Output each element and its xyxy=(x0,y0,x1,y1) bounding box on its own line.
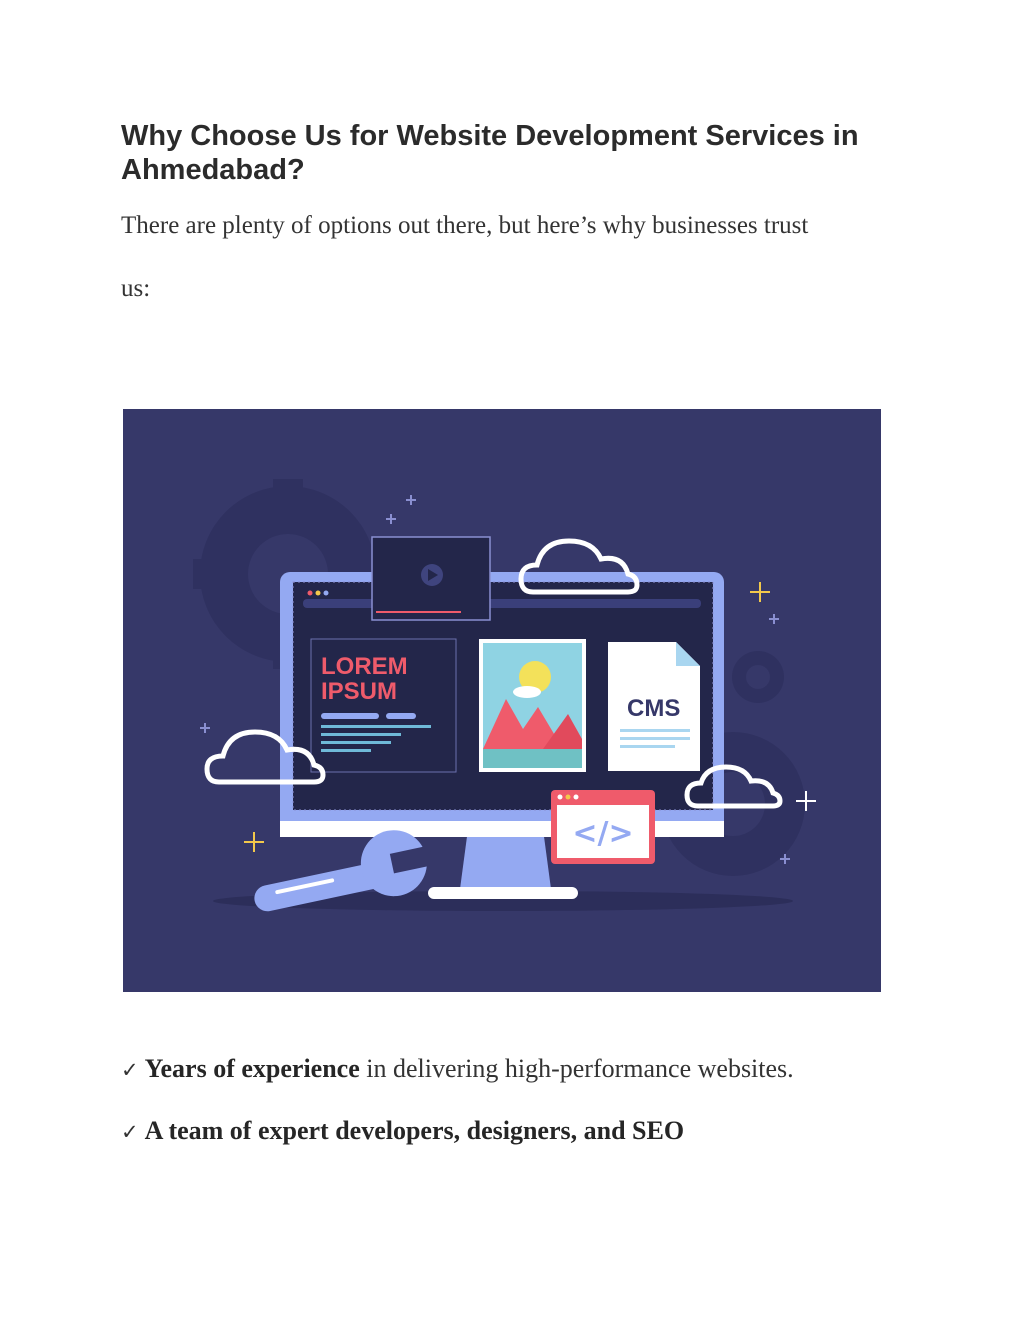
lorem-label: LOREM xyxy=(321,653,408,680)
ipsum-label: IPSUM xyxy=(321,678,398,705)
intro-text-line-1: There are plenty of options out there, but here’s why businesses trust xyxy=(121,212,809,239)
benefit-item-bold: A team of expert developers, designers, and SEO xyxy=(144,1116,685,1145)
intro-text-line-2: us: xyxy=(121,275,151,302)
benefit-item-team xyxy=(121,1116,941,1147)
video-player-icon xyxy=(372,537,490,620)
benefit-item-text: in delivering high-performance websites. xyxy=(359,1054,794,1083)
background-gear-small-icon xyxy=(732,651,784,703)
code-window-icon xyxy=(551,790,655,864)
landscape-image-icon xyxy=(479,639,586,772)
benefit-item-experience xyxy=(121,1054,941,1085)
cms-document-icon xyxy=(608,642,700,771)
website-development-illustration xyxy=(123,409,881,992)
section-heading: Why Choose Us for Website Development Services in Ahmedabad? xyxy=(121,120,859,186)
check-icon: ✓ xyxy=(121,1120,139,1144)
check-icon: ✓ xyxy=(121,1058,139,1082)
benefit-item-bold: Years of experience xyxy=(144,1054,360,1083)
cms-label: CMS xyxy=(627,695,681,722)
code-tag-label: </> xyxy=(572,816,634,851)
